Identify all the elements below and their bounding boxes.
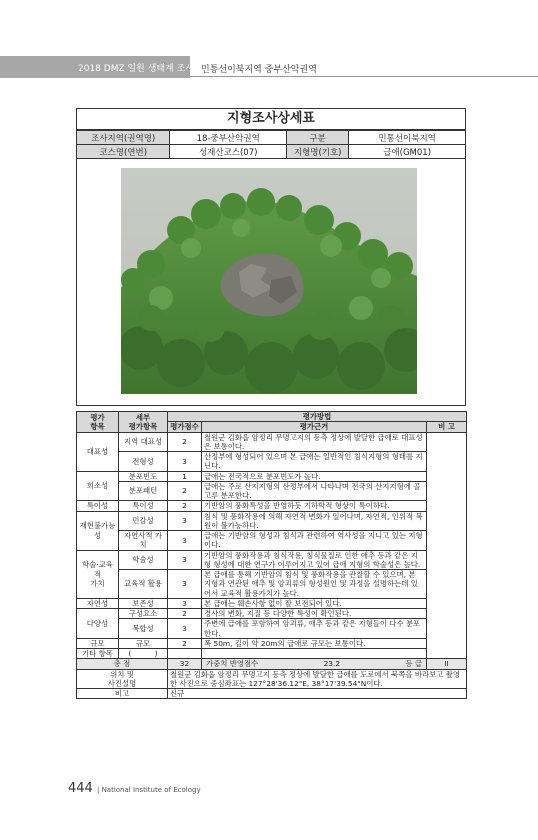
total-row	[77, 659, 467, 669]
detail-cell: 민감성	[119, 511, 168, 531]
detail-cell: ( )	[119, 649, 168, 659]
grade-label: 등 급	[405, 659, 422, 669]
remark-row	[77, 689, 467, 699]
score-cell: 2	[168, 501, 202, 511]
detail-cell: 전형성	[119, 452, 168, 472]
table-row	[77, 471, 467, 481]
detail-cell: 규모	[119, 638, 168, 648]
basis-cell: 본 급애는 훼손사항 없이 잘 보전되어 있다.	[202, 598, 427, 608]
header-score: 평가점수	[168, 422, 202, 432]
score-cell: 3	[168, 619, 202, 639]
basis-cell: 경사의 변화, 지질 등 다양한 특성이 확인된다.	[202, 609, 427, 619]
table-row	[77, 638, 467, 648]
info-value: 18-중부산악권역	[170, 131, 287, 145]
grade-value: II	[427, 659, 467, 669]
remark-label: 비고	[77, 689, 168, 699]
item-cell: 특이성	[77, 501, 119, 511]
basis-cell: 기반암의 풍화특성을 반영하듯 기하학적 형상이 특이하다.	[202, 501, 427, 511]
item-cell: 규모	[77, 638, 119, 648]
header-bar	[0, 56, 195, 78]
basis-cell: 폭 50m, 길이 약 20m의 급애로 규모는 보통이다.	[202, 638, 427, 648]
weighted-group	[202, 659, 426, 668]
table-row	[77, 501, 467, 511]
eval-header-row	[77, 412, 467, 422]
score-cell: 2	[168, 638, 202, 648]
location-row	[77, 669, 467, 689]
basis-cell: 급애는 기반암의 형성과 침식과 관련하여 역사성을 지니고 있는 지형이다.	[202, 531, 427, 551]
basis-cell: 침식 및 풍화작용에 의해 자연적 변화가 일어나며, 자연적, 인위적 복원이 불가능하다.	[202, 511, 427, 531]
header-item: 평가 항목	[77, 412, 119, 433]
page-number: 444	[68, 781, 93, 796]
table-row	[77, 432, 467, 452]
location-text: 철원군 김화읍 암정리 무명고지 동측 정상에 발달한 급애를 도로에서 북쪽을 바라보고 촬영한 사진으로 중심좌표는 127°28'36.12"E, 38°17'39.54"N이다.	[168, 669, 467, 689]
basis-cell	[202, 649, 427, 659]
weighted-value: 23.2	[323, 659, 341, 669]
detail-cell: 구성요소	[119, 609, 168, 619]
detail-cell: 지역 대표성	[119, 432, 168, 452]
info-label: 구분	[287, 131, 349, 145]
score-cell	[168, 649, 202, 659]
weighted-label: 가중치 반영점수	[206, 659, 259, 669]
basis-cell: 급애는 전국적으로 분포빈도가 높다.	[202, 471, 427, 481]
total-value: 32	[168, 659, 202, 669]
info-value: 성재산코스(07)	[170, 145, 287, 159]
info-row	[77, 145, 466, 159]
info-label: 코스명(연번)	[77, 145, 170, 159]
item-cell: 희소성	[77, 471, 119, 501]
detail-cell: 분포빈도	[119, 471, 168, 481]
total-label: 총 점	[77, 659, 168, 669]
score-cell: 3	[168, 452, 202, 472]
header-method: 평가방법	[168, 412, 467, 422]
score-cell: 3	[168, 531, 202, 551]
score-cell: 2	[168, 432, 202, 452]
basis-cell: 기반암의 풍화작용과 침식작용, 침식물질로 인한 애추 등과 같은 지형 형성에 대한 연구가 이루어지고 있어 급애 지형의 학술성은 높다.	[202, 550, 427, 570]
detail-cell: 분포패턴	[119, 481, 168, 501]
info-table	[76, 130, 466, 159]
info-value: 민통선이북지역	[349, 131, 466, 145]
weighted-cell	[202, 659, 427, 669]
header-detail: 세부 평가항목	[119, 412, 168, 433]
table-row	[77, 570, 467, 599]
item-cell: 기타 항목	[77, 649, 119, 659]
info-label: 조사지역(권역명)	[77, 131, 170, 145]
header-basis: 평가근거	[202, 422, 427, 432]
info-row	[77, 131, 466, 145]
note-cell	[427, 432, 467, 659]
header-left-title: 2018 DMZ 일원 생태계 조사	[78, 64, 195, 74]
basis-cell: 본 급애를 통해 기반암의 침식 및 풍화작용을 관찰할 수 있으며, 본 지형과 연관된 애추 및 암괴류의 형성원인 및 과정을 설명하는데 있어서 교육적 활용가치가 높다.	[202, 570, 427, 599]
evaluation-table	[76, 411, 467, 699]
table-row	[77, 531, 467, 551]
table-row	[77, 511, 467, 531]
basis-cell: 급애는 주로 산지지형의 산정부에서 나타나며 전국의 산지지형에 골고루 분포한다.	[202, 481, 427, 501]
sheet-title: 지형조사상세표	[76, 108, 466, 130]
basis-cell: 산정부에 형성되어 있으며 본 급애는 일반적인 침식지형의 형태를 지닌다.	[202, 452, 427, 472]
info-value: 급애(GM01)	[349, 145, 466, 159]
table-row	[77, 649, 467, 659]
detail-cell: 학술성	[119, 550, 168, 570]
header-rule	[190, 76, 538, 77]
item-cell: 대표성	[77, 432, 119, 471]
header-subtitle: 민통선이북지역 중부산악권역	[201, 65, 317, 75]
table-row	[77, 619, 467, 639]
location-label: 위치 및 사진설명	[77, 669, 168, 689]
item-cell: 재현불가능성	[77, 511, 119, 550]
info-label: 지형명(기호)	[287, 145, 349, 159]
table-row	[77, 452, 467, 472]
table-row	[77, 481, 467, 501]
header-note: 비 고	[427, 422, 467, 432]
score-cell: 2	[168, 609, 202, 619]
page-footer: 444 | National Institute of Ecology	[68, 781, 201, 796]
detail-cell: 자연사적 가치	[119, 531, 168, 551]
detail-cell: 교육적 활용	[119, 570, 168, 599]
score-cell: 2	[168, 481, 202, 501]
mountain-cliff-photo	[121, 168, 417, 394]
score-cell: 3	[168, 598, 202, 608]
basis-cell: 철원군 김화읍 암정리 무명고지의 동측 정상에 발달한 급애로 대표성은 보통이다.	[202, 432, 427, 452]
score-cell: 3	[168, 511, 202, 531]
table-row	[77, 609, 467, 619]
detail-cell: 보존성	[119, 598, 168, 608]
detail-cell: 특이성	[119, 501, 168, 511]
score-cell: 3	[168, 570, 202, 599]
table-row	[77, 598, 467, 608]
basis-cell: 주변에 급애를 포함하여 암괴류, 애추 등과 같은 지형들이 다수 분포한다.	[202, 619, 427, 639]
footer-org: National Institute of Ecology	[101, 786, 201, 794]
item-cell: 학술·교육적 가치	[77, 550, 119, 598]
detail-cell: 복합성	[119, 619, 168, 639]
remark-text: 신규	[168, 689, 467, 699]
score-cell: 1	[168, 471, 202, 481]
table-row	[77, 550, 467, 570]
item-cell: 다양성	[77, 609, 119, 639]
item-cell: 자연성	[77, 598, 119, 608]
score-cell: 3	[168, 550, 202, 570]
